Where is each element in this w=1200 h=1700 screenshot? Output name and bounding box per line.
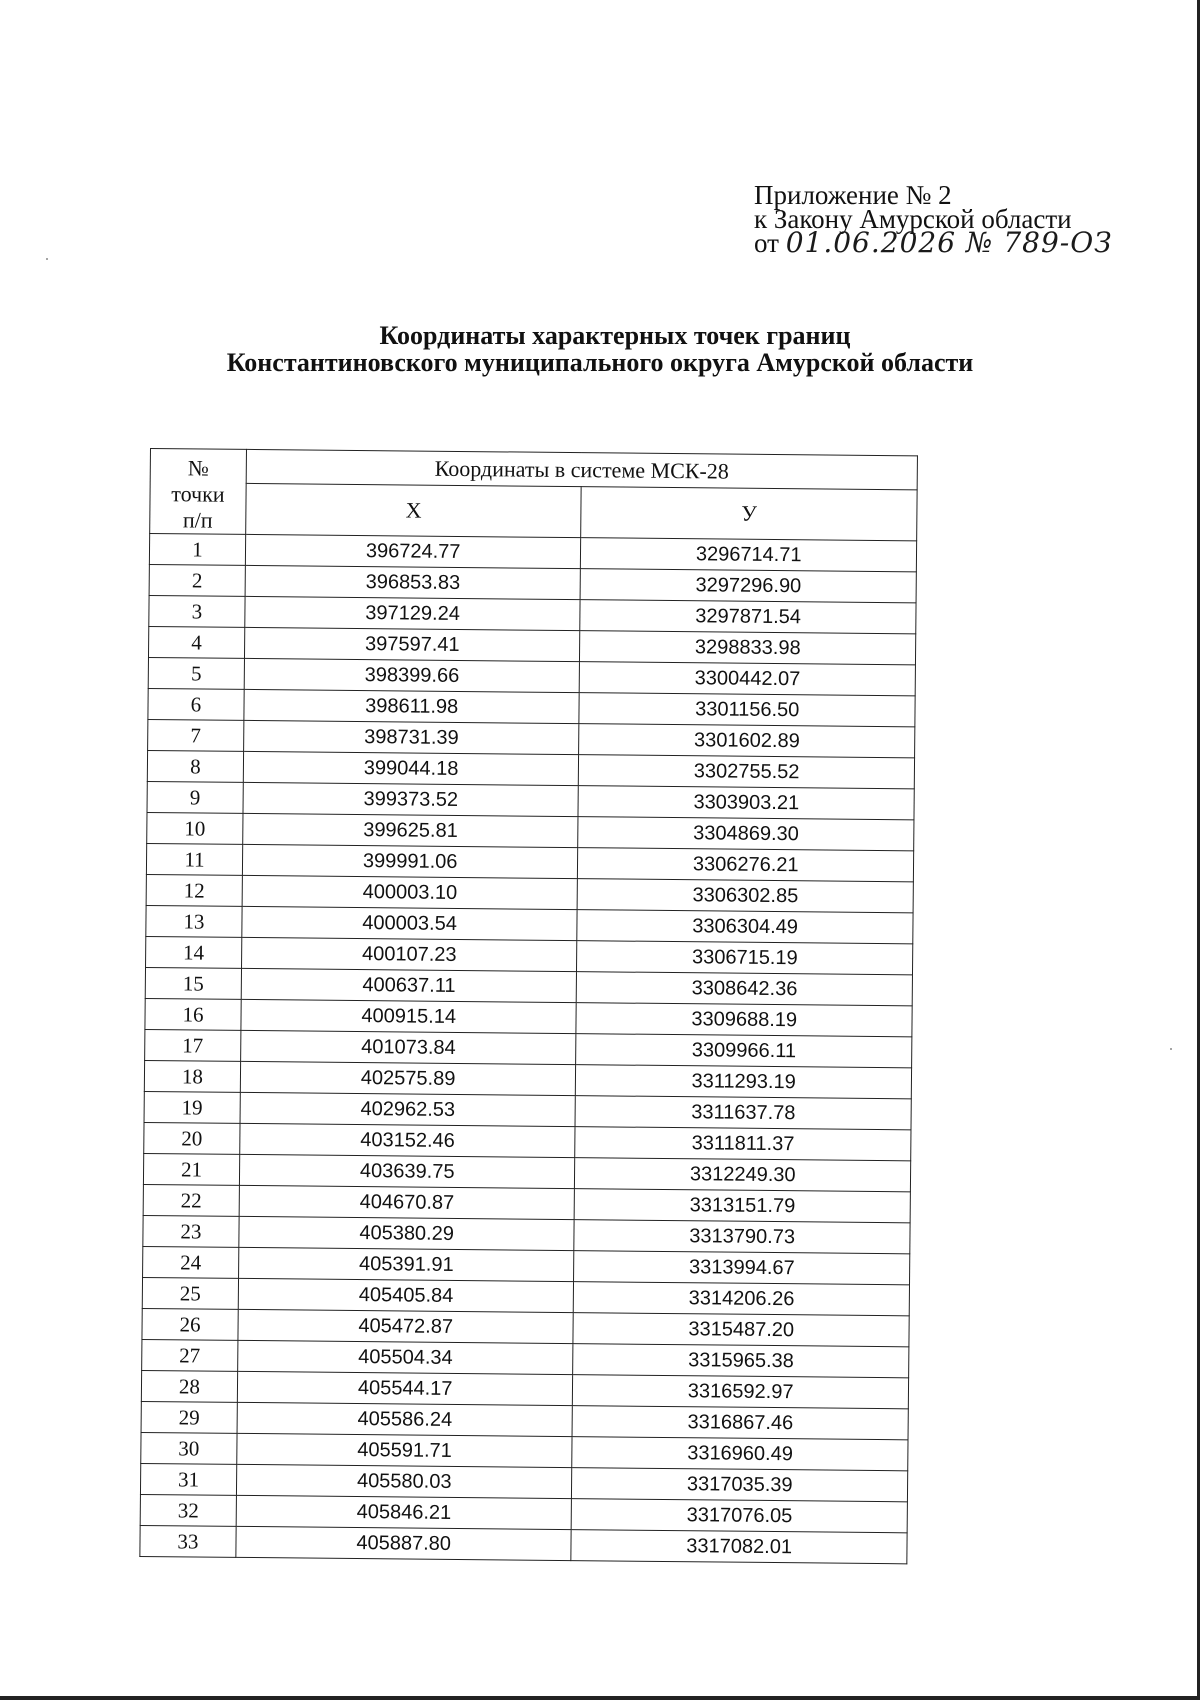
header-point-number-text: № точки п/п [171,455,225,533]
y-coordinate-cell: 3306715.19 [577,941,913,975]
x-coordinate-cell: 402962.53 [240,1092,576,1126]
x-coordinate-cell: 396853.83 [245,565,581,599]
point-number-cell: 13 [146,905,242,937]
point-number-cell: 21 [143,1153,239,1185]
y-coordinate-cell: 3300442.07 [580,662,916,696]
y-coordinate-cell: 3306276.21 [578,848,914,882]
appendix-number: Приложение № 2 [754,180,952,210]
point-number-cell: 5 [148,657,244,689]
y-coordinate-cell: 3296714.71 [581,538,917,572]
point-number-cell: 9 [147,781,243,813]
point-number-cell: 8 [147,750,243,782]
point-number-cell: 33 [140,1525,236,1557]
x-coordinate-cell: 405380.29 [239,1216,575,1250]
point-number-cell: 12 [146,874,242,906]
x-coordinate-cell: 398611.98 [244,689,580,723]
y-coordinate-cell: 3306302.85 [578,879,914,913]
point-number-cell: 31 [140,1463,236,1495]
y-coordinate-cell: 3316867.46 [572,1406,908,1440]
title-line-1: Координаты характерных точек границ [379,321,851,350]
y-coordinate-cell: 3298833.98 [580,631,916,665]
header-coordinate-system: Координаты в системе МСК-28 [246,449,917,490]
y-coordinate-cell: 3301602.89 [579,724,915,758]
x-coordinate-cell: 398399.66 [244,658,580,692]
scan-edge-bottom [0,1696,1200,1700]
document-title [0,322,1200,376]
x-coordinate-cell: 405846.21 [236,1495,572,1529]
y-coordinate-cell: 3308642.36 [577,972,913,1006]
point-number-cell: 7 [148,719,244,751]
x-coordinate-cell: 399373.52 [243,782,579,816]
y-coordinate-cell: 3313790.73 [574,1220,910,1254]
x-coordinate-cell: 400637.11 [241,968,577,1002]
y-coordinate-cell: 3317076.05 [572,1499,908,1533]
appendix-reference [754,180,1113,259]
x-coordinate-cell: 400107.23 [241,937,577,971]
y-coordinate-cell: 3306304.49 [577,910,913,944]
appendix-law: к Закону Амурской области [754,204,1072,234]
x-coordinate-cell: 400915.14 [241,999,577,1033]
x-coordinate-cell: 403152.46 [240,1123,576,1157]
point-number-cell: 11 [146,843,242,875]
x-coordinate-cell: 405405.84 [238,1278,574,1312]
point-number-cell: 28 [141,1370,237,1402]
x-coordinate-cell: 399625.81 [243,813,579,847]
x-coordinate-cell: 404670.87 [239,1185,575,1219]
y-coordinate-cell: 3309688.19 [576,1003,912,1037]
scan-speck [1170,1048,1172,1050]
y-coordinate-cell: 3311293.19 [576,1065,912,1099]
point-number-cell: 17 [145,1029,241,1061]
point-number-cell: 16 [145,998,241,1030]
point-number-cell: 27 [142,1339,238,1371]
y-coordinate-cell: 3311811.37 [575,1127,911,1161]
x-coordinate-cell: 398731.39 [244,720,580,754]
point-number-cell: 22 [143,1184,239,1216]
point-number-cell: 23 [143,1215,239,1247]
point-number-cell: 26 [142,1308,238,1340]
y-coordinate-cell: 3315487.20 [573,1313,909,1347]
point-number-cell: 25 [142,1277,238,1309]
point-number-cell: 2 [149,564,245,596]
point-number-cell: 19 [144,1091,240,1123]
x-coordinate-cell: 399991.06 [242,844,578,878]
y-coordinate-cell: 3317035.39 [572,1468,908,1502]
point-number-cell: 6 [148,688,244,720]
point-number-cell: 24 [143,1246,239,1278]
x-coordinate-cell: 403639.75 [239,1154,575,1188]
y-coordinate-cell: 3311637.78 [575,1096,911,1130]
x-coordinate-cell: 402575.89 [240,1061,576,1095]
point-number-cell: 14 [146,936,242,968]
x-coordinate-cell: 405504.34 [238,1340,574,1374]
x-coordinate-cell: 405591.71 [237,1433,573,1467]
x-coordinate-cell: 401073.84 [241,1030,577,1064]
x-coordinate-cell: 405544.17 [237,1371,573,1405]
y-coordinate-cell: 3314206.26 [574,1282,910,1316]
point-number-cell: 32 [140,1494,236,1526]
x-coordinate-cell: 405887.80 [236,1526,572,1560]
point-number-cell: 20 [144,1122,240,1154]
y-coordinate-cell: 3309966.11 [576,1034,912,1068]
point-number-cell: 4 [148,626,244,658]
y-coordinate-cell: 3313994.67 [574,1251,910,1285]
title-line-2: Константиновского муниципального округа Амурской области [226,348,974,377]
point-number-cell: 15 [145,967,241,999]
y-coordinate-cell: 3313151.79 [575,1189,911,1223]
x-coordinate-cell: 405472.87 [238,1309,574,1343]
y-coordinate-cell: 3303903.21 [578,786,914,820]
y-coordinate-cell: 3297296.90 [581,569,917,603]
y-coordinate-cell: 3297871.54 [580,600,916,634]
y-coordinate-cell: 3315965.38 [573,1344,909,1378]
point-number-cell: 18 [144,1060,240,1092]
x-coordinate-cell: 405580.03 [236,1464,572,1498]
scan-speck [46,258,48,260]
y-coordinate-cell: 3317082.01 [571,1530,907,1564]
x-coordinate-cell: 405391.91 [238,1247,574,1281]
point-number-cell: 29 [141,1401,237,1433]
coordinates-table [139,448,918,1564]
header-point-number [150,449,247,535]
point-number-cell: 1 [149,534,245,566]
y-coordinate-cell: 3316592.97 [573,1375,909,1409]
y-coordinate-cell: 3312249.30 [575,1158,911,1192]
x-coordinate-cell: 397129.24 [245,596,581,630]
header-y: У [581,487,917,541]
x-coordinate-cell: 400003.54 [242,906,578,940]
x-coordinate-cell: 400003.10 [242,875,578,909]
y-coordinate-cell: 3304869.30 [578,817,914,851]
point-number-cell: 10 [147,812,243,844]
x-coordinate-cell: 399044.18 [243,751,579,785]
coordinates-table-body [140,534,917,1564]
handwritten-date-number: 01.06.2026 № 789-ОЗ [785,226,1113,259]
x-coordinate-cell: 397597.41 [244,627,580,661]
x-coordinate-cell: 396724.77 [245,534,581,568]
y-coordinate-cell: 3302755.52 [579,755,915,789]
point-number-cell: 30 [141,1432,237,1464]
y-coordinate-cell: 3301156.50 [579,693,915,727]
point-number-cell: 3 [149,595,245,627]
header-x: Х [246,484,582,538]
y-coordinate-cell: 3316960.49 [572,1437,908,1471]
x-coordinate-cell: 405586.24 [237,1402,573,1436]
appendix-date-line [754,226,1113,259]
appendix-date-prefix: от [754,228,779,258]
